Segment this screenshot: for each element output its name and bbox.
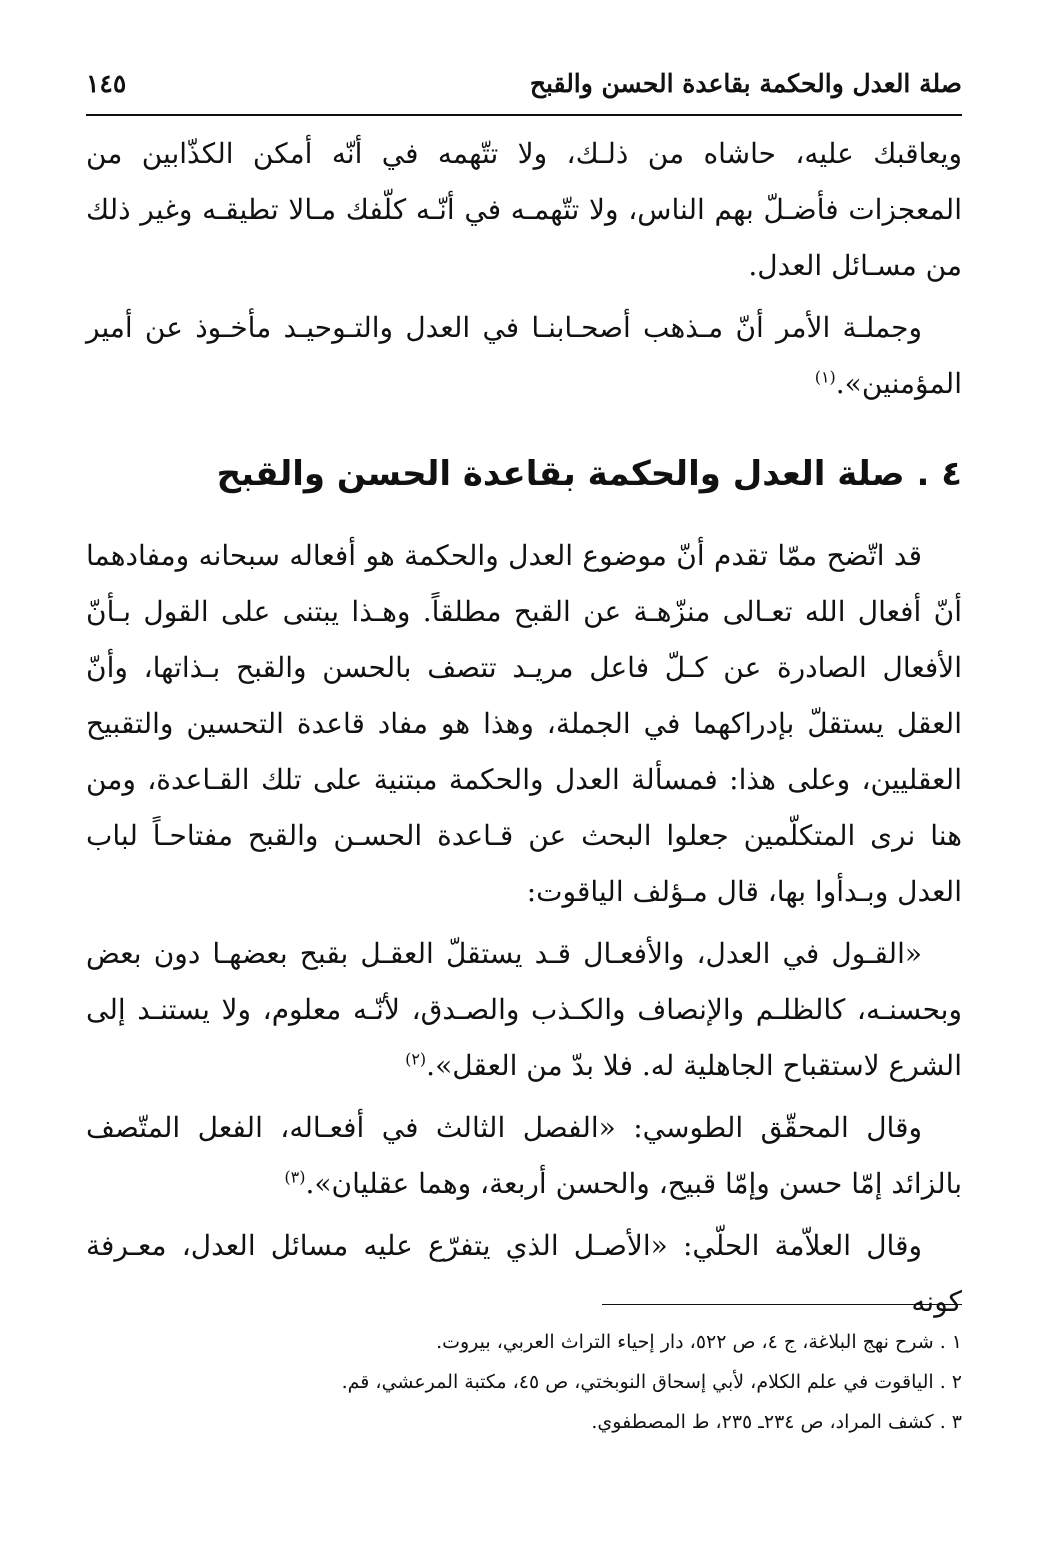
paragraph (86, 1100, 962, 1212)
footnote-marker: (٢) (405, 1049, 427, 1069)
paragraph: ويعاقبك عليه، حاشاه من ذلـك، ولا تتّهمه في أنّه أمكن الكذّابين من المعجزات فأضـلّ بهم الناس، ولا تتّهمـه في أنّـه كلّفك مـالا تطيقـه وغير ذلك من مسـائل العدل. (86, 137, 962, 282)
section-heading: ٤ . صلة العدل والحكمة بقاعدة الحسن والقبح (216, 454, 962, 494)
footnote-item: ١ . شرح نهج البلاغة، ج ٤، ص ٥٢٢، دار إحياء التراث العربي، بيروت. (436, 1331, 962, 1353)
paragraph (86, 300, 962, 412)
page-number: ١٤٥ (86, 68, 127, 98)
running-header (86, 58, 962, 108)
footnote-divider (602, 1304, 962, 1305)
paragraph-text: وقال المحقّق الطوسي: «الفصل الثالث في أفعـاله، الفعل المتّصف بالزائد إمّا حسن وإمّا قبيح، والحسن أربعة، وهما عقليان». (86, 1111, 962, 1200)
header-divider (86, 114, 962, 116)
main-text (86, 126, 962, 1336)
footnote-marker: (٣) (284, 1167, 306, 1187)
running-title: صلة العدل والحكمة بقاعدة الحسن والقبح (529, 68, 962, 98)
paragraph-text: وجملـة الأمر أنّ مـذهب أصحـابنـا في العدل والتـوحيـد مأخـوذ عن أمير المؤمنين». (86, 311, 962, 400)
footnote-item: ٣ . كشف المراد، ص ٢٣٤ـ ٢٣٥، ط المصطفوي. (591, 1411, 962, 1433)
paragraph: وقال العلاّمة الحلّي: «الأصـل الذي يتفرّع عليه مسائل العدل، معـرفة كونه (86, 1229, 962, 1318)
footnote-item: ٢ . الياقوت في علم الكلام، لأبي إسحاق النوبختي، ص ٤٥، مكتبة المرعشي، قم. (341, 1371, 962, 1393)
paragraph: قد اتّضح ممّا تقدم أنّ موضوع العدل والحكمة هو أفعاله سبحانه ومفادهما أنّ أفعال الله تعـالى منزّهـة عن القبح مطلقاً. وهـذا يبتنى على القول بـأنّ الأفعال الصادرة عن كـلّ فاعل مريـد تتصف بالحسن والقبح بـذاتها، وأنّ العقل يستقلّ بإدراكهما في الجملة، وهذا هو مفاد قاعدة التحسين والتقبيح العقليين، وعلى هذا: فمسألة العدل والحكمة مبتنية على تلك القـاعدة، ومن هنا نرى المتكلّمين جعلوا البحث عن قـاعدة الحسـن والقبح مفتاحـاً لباب العدل وبـدأوا بها، قال مـؤلف الياقوت: (86, 539, 962, 908)
quote-paragraph (86, 926, 962, 1094)
footnote-marker: (١) (814, 367, 836, 387)
footnotes (86, 1322, 962, 1442)
paragraph-text: «القـول في العدل، والأفعـال قـد يستقلّ العقـل بقبح بعضهـا دون بعض وبحسنـه، كالظلـم والإنصاف والكـذب والصـدق، لأنّـه معلوم، ولا يستنـد إلى الشرع لاستقباح الجاهلية له. فلا بدّ من العقل». (86, 937, 962, 1082)
